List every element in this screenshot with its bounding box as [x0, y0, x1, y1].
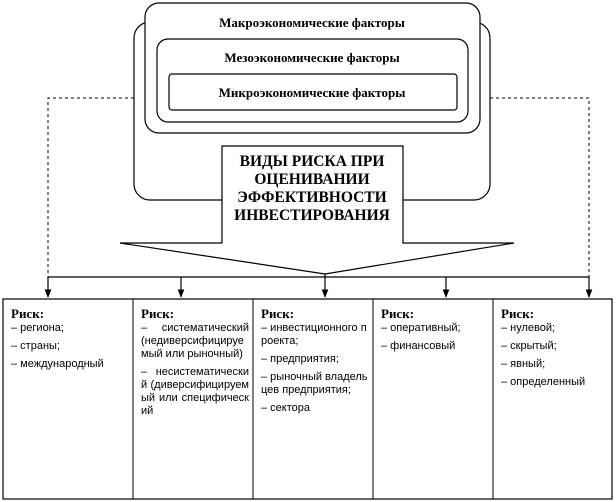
risk-item: – систематический (недиверсифицируемый или рыночный) [141, 322, 249, 360]
risk-item: – региона; [11, 322, 64, 334]
risk-item: – несистематический (диверсифицируемый или специфический [141, 366, 249, 417]
risk-column-title: Риск: [261, 306, 295, 321]
risk-item: – инвестиционного проекта; [261, 322, 367, 347]
dashed-connector-right [490, 98, 589, 297]
center-title-line-1: ВИДЫ РИСКА ПРИ [239, 153, 385, 170]
risk-item-list [501, 322, 607, 389]
macro-factors-label: Макроэкономические факторы [219, 15, 405, 30]
risk-column-3 [254, 306, 373, 496]
risk-column-4 [374, 306, 493, 496]
risk-item-list [141, 322, 249, 418]
dashed-connector-left [48, 98, 134, 297]
risk-column-5 [494, 306, 611, 496]
risk-item: – скрытый; [501, 340, 557, 352]
risk-item: – страны; [11, 340, 60, 352]
risk-item: – определенный [501, 376, 586, 388]
risk-item: – оперативный; [381, 322, 461, 334]
risk-item: – рыночный владельцев предприятия; [261, 371, 368, 396]
center-title-line-4: ИНВЕСТИРОВАНИЯ [234, 207, 390, 224]
risk-item-list [11, 322, 129, 371]
risk-column-title: Риск: [501, 306, 535, 321]
risk-column-1 [4, 306, 133, 496]
risk-item-list [381, 322, 489, 353]
meso-factors-label: Мезоэкономические факторы [224, 50, 400, 65]
risk-column-title: Риск: [381, 306, 415, 321]
micro-factors-label: Микроэкономические факторы [218, 85, 406, 100]
risk-item: – нулевой; [501, 322, 556, 334]
risk-item: – предприятия; [261, 353, 339, 365]
risk-item: – международный [11, 358, 104, 370]
center-title-line-3: ЭФФЕКТИВНОСТИ [237, 189, 387, 206]
risk-item: – финансовый [381, 340, 456, 352]
risk-column-title: Риск: [141, 306, 175, 321]
risk-item: – явный; [501, 358, 546, 370]
risk-item: – сектора [261, 402, 310, 414]
risk-column-title: Риск: [11, 306, 45, 321]
risk-item-list [261, 322, 369, 415]
center-title-line-2: ОЦЕНИВАНИИ [254, 171, 370, 188]
risk-column-2 [134, 306, 253, 496]
